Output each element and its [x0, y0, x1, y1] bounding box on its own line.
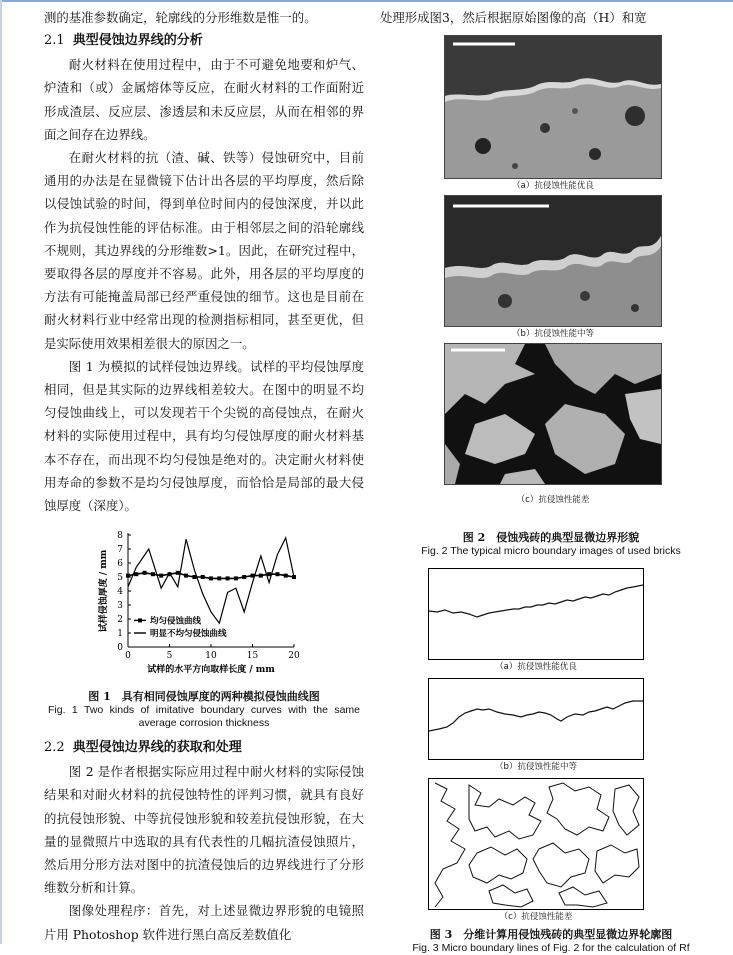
paragraph-intro-tail: 测的基准参数确定，轮廓线的分形维数是惟一的。 — [44, 10, 317, 25]
y-tick-label: 2 — [117, 615, 123, 626]
figure-3c-label: （c）抗侵蚀性能差 — [499, 912, 573, 923]
figure-1-caption-cn: 图 1 具有相同侵蚀厚度的两种模拟侵蚀曲线图 — [88, 690, 320, 704]
figure-3a-label: （a）抗侵蚀性能优良 — [495, 662, 577, 673]
figure-3-caption-cn: 图 3 分维计算用侵蚀残砖的典型显微边界轮廓图 — [429, 928, 673, 942]
figure-1-chart — [44, 521, 364, 676]
x-axis-label: 试样的水平方向取样长度 / mm — [147, 665, 275, 676]
series-uniform-point — [234, 577, 238, 581]
left-column — [44, 6, 364, 946]
right-column — [380, 6, 716, 955]
paragraph-figure1-discussion: 图 1 为模拟的试样侵蚀边界线。试样的平均侵蚀厚度相同，但是其实际的边界线相差较大。在图中的明显不均匀侵蚀曲线上，可以发现若干个尖锐的高侵蚀点，在耐火材料的实际使用过程中，具有均匀侵蚀厚度的耐火材料基本不存在，而出现不均匀侵蚀是绝对的。决定耐火材料使用寿命的参数不是均匀侵蚀厚度，而恰恰是局部的最大侵蚀厚度（深度）。 — [44, 358, 364, 514]
series-uniform-point — [201, 575, 205, 579]
paragraph-boundary-intro: 耐火材料在使用过程中，由于不可避免地要和炉气、炉渣和（或）金属熔体等反应，在耐火材料的工作面附近形成渣层、反应层、渗透层和未反应层，从而在相邻的界面之间存在边界线。 — [44, 57, 364, 142]
y-tick-label: 5 — [117, 573, 123, 584]
window-frame-top — [0, 0, 733, 2]
series-nonuniform-line — [128, 538, 294, 623]
micrograph-a — [444, 35, 662, 179]
paragraph-figure2-description: 图 2 是作者根据实际应用过程中耐火材料的实际侵蚀结果和对耐火材料的抗侵蚀特性的评判习惯，就具有良好的抗侵蚀形貌、中等抗侵蚀形貌和较差抗侵蚀形貌，在大量的显微照片中选取的具有代表性的几幅抗渣侵蚀照片，然后用分形方法对图中的抗渣侵蚀后的边界线进行了分形维数分析和计算。 — [44, 764, 364, 896]
figure-2 — [444, 35, 662, 505]
series-uniform-point — [134, 572, 138, 576]
boundary-line-c — [428, 778, 644, 910]
figure-1-caption-en: Fig. 1 Two kinds of imitative boundary curves with the same average corrosion thickness — [48, 704, 360, 730]
window-frame-left — [0, 0, 2, 944]
series-uniform-point — [242, 575, 246, 579]
legend-entry: 均匀侵蚀曲线 — [150, 616, 202, 627]
legend-marker — [138, 619, 142, 623]
figure-2c-label: （c）抗侵蚀性能差 — [516, 495, 590, 506]
y-axis-label: 试样侵蚀厚度 / mm — [99, 549, 109, 633]
section-heading-2-1: 2.1 典型侵蚀边界线的分析 — [44, 33, 203, 49]
series-uniform-point — [209, 577, 213, 581]
y-tick-label: 0 — [117, 643, 123, 654]
series-uniform-point — [217, 577, 221, 581]
series-uniform-point — [126, 574, 130, 578]
y-tick-label: 6 — [117, 559, 123, 570]
paragraph-corrosion-research: 在耐火材料的抗（渣、碱、铁等）侵蚀研究中，目前通用的办法是在显微镜下估计出各层的平均厚度，然后除以侵蚀试验的时间，得到单位时间内的侵蚀深度，并以此作为抗侵蚀性能的评估标准。由于相邻层之间的沿轮廓线不规则，其边界线的分形维数>1。因此，在研究过程中，要取得各层的厚度并不容易。此外，用各层的平均厚度的方法有可能掩盖局部已经严重侵蚀的细节。这也是目前在耐火材料行业中经常出现的检测指标相同，甚至更优，但是实际使用效果相差很大的原因之一。 — [44, 150, 364, 351]
micrograph-b — [444, 195, 662, 327]
y-tick-label: 4 — [117, 587, 123, 598]
paragraph-continued: 处理形成图3，然后根据原始图像的高（H）和宽 — [380, 10, 647, 25]
series-uniform-point — [226, 577, 230, 581]
boundary-line-a — [428, 568, 644, 660]
y-tick-label: 8 — [117, 531, 123, 542]
y-tick-label: 1 — [117, 629, 123, 640]
figure-2-caption-cn: 图 2 侵蚀残砖的典型显微边界形貌 — [462, 531, 640, 545]
section-heading-2-2: 2.2 典型侵蚀边界线的获取和处理 — [44, 740, 242, 756]
figure-3b-label: （b）抗侵蚀性能中等 — [495, 762, 577, 773]
y-tick-label: 3 — [117, 601, 123, 612]
legend-entry: 明显不均匀侵蚀曲线 — [150, 629, 227, 640]
x-tick-label: 0 — [125, 651, 131, 662]
figure-3-caption-en: Fig. 3 Micro boundary lines of Fig. 2 for the calculation of Rf — [412, 942, 690, 955]
micrograph-c — [444, 343, 662, 485]
series-uniform-point — [143, 571, 147, 575]
series-uniform-point — [284, 574, 288, 578]
series-uniform-point — [275, 572, 279, 576]
y-tick-label: 7 — [117, 545, 123, 556]
x-tick-label: 10 — [205, 651, 217, 662]
figure-2-caption-en: Fig. 2 The typical micro boundary images of used bricks — [421, 545, 681, 558]
series-uniform-point — [184, 574, 188, 578]
series-uniform-point — [259, 574, 263, 578]
x-tick-label: 5 — [166, 651, 173, 662]
figure-3 — [428, 568, 644, 922]
series-uniform-point — [176, 571, 180, 575]
paragraph-image-processing: 图像处理程序：首先，对上述显微边界形貌的电镜照片用 Photoshop 软件进行黑白高反差数值化 — [44, 903, 364, 942]
x-tick-label: 20 — [288, 651, 300, 662]
figure-2b-label: （b）抗侵蚀性能中等 — [512, 329, 594, 340]
series-uniform-point — [151, 572, 155, 576]
series-uniform-point — [267, 572, 271, 576]
series-uniform-point — [159, 574, 163, 578]
figure-2a-label: （a）抗侵蚀性能优良 — [512, 181, 594, 192]
figure-1 — [44, 521, 364, 730]
boundary-line-b — [428, 678, 644, 760]
x-tick-label: 15 — [246, 651, 259, 662]
